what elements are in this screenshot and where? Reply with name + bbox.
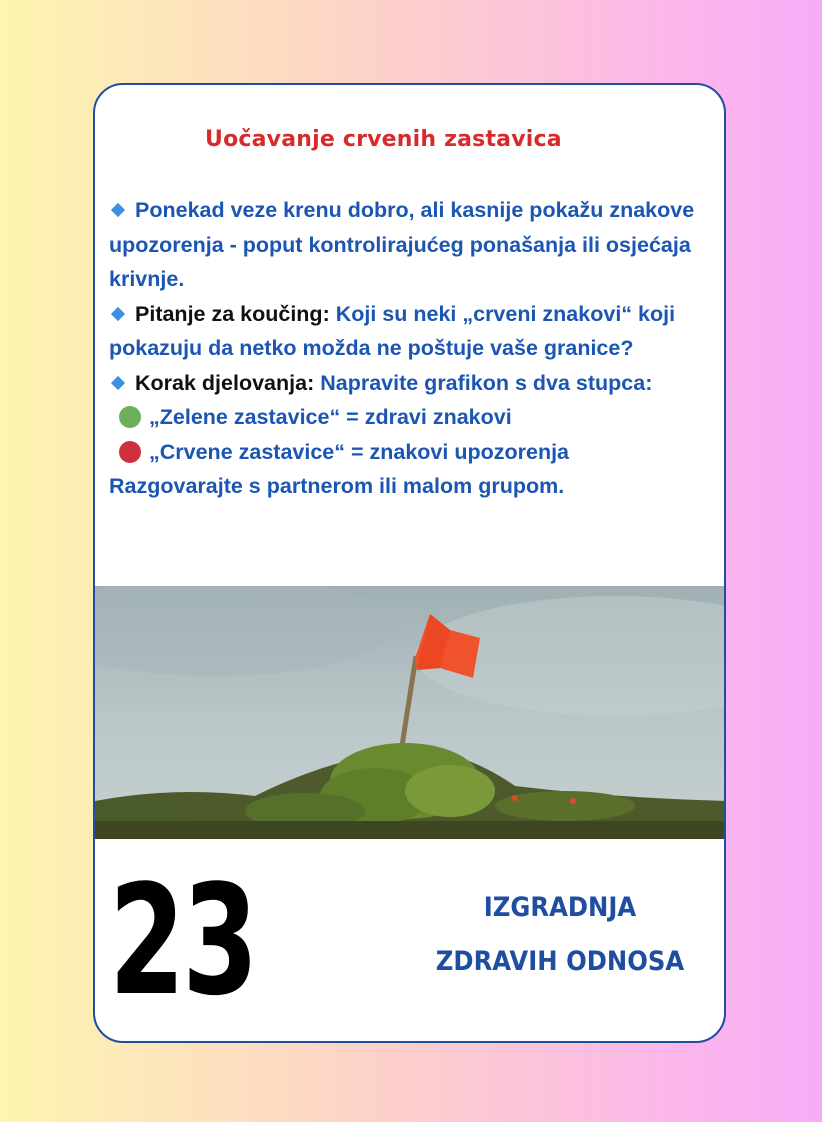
subtitle-line-1: IZGRADNJA bbox=[483, 892, 637, 923]
diamond-bullet-icon bbox=[111, 203, 125, 217]
closing-text: Razgovarajte s partnerom ili malom grupom. bbox=[109, 474, 565, 498]
green-flag-item bbox=[109, 400, 709, 435]
red-flag-photo bbox=[95, 586, 726, 839]
subtitle-line-2: ZDRAVIH ODNOSA bbox=[435, 946, 685, 977]
card-subtitle bbox=[416, 881, 704, 989]
paragraph-intro bbox=[109, 193, 709, 297]
action-text: Napravite grafikon s dva stupca: bbox=[320, 370, 653, 395]
red-flag-item bbox=[109, 435, 709, 470]
intro-text: Ponekad veze krenu dobro, ali kasnije pokažu znakove upozorenja - poput kontrolirajućeg ponašanja ili osjećaja krivnje. bbox=[109, 198, 695, 291]
card-number: 23 bbox=[109, 852, 256, 1029]
card-title: Uočavanje crvenih zastavica bbox=[205, 127, 562, 152]
card-body bbox=[109, 193, 709, 504]
action-label: Korak djelovanja: bbox=[135, 370, 315, 395]
coaching-text: Koji su neki „crveni znakovi“ koji pokazuju da netko možda ne poštuje vaše granice? bbox=[109, 301, 676, 360]
diamond-bullet-icon bbox=[111, 307, 125, 321]
green-flag-text: „Zelene zastavice“ = zdravi znakovi bbox=[149, 405, 512, 429]
paragraph-action bbox=[109, 366, 709, 401]
diamond-bullet-icon bbox=[111, 376, 125, 390]
red-circle-icon bbox=[119, 441, 141, 463]
red-flag-text: „Crvene zastavice“ = znakovi upozorenja bbox=[149, 439, 570, 464]
green-circle-icon bbox=[119, 406, 141, 428]
paragraph-coaching bbox=[109, 297, 709, 366]
coaching-label: Pitanje za koučing: bbox=[135, 301, 330, 326]
card bbox=[93, 83, 726, 1043]
